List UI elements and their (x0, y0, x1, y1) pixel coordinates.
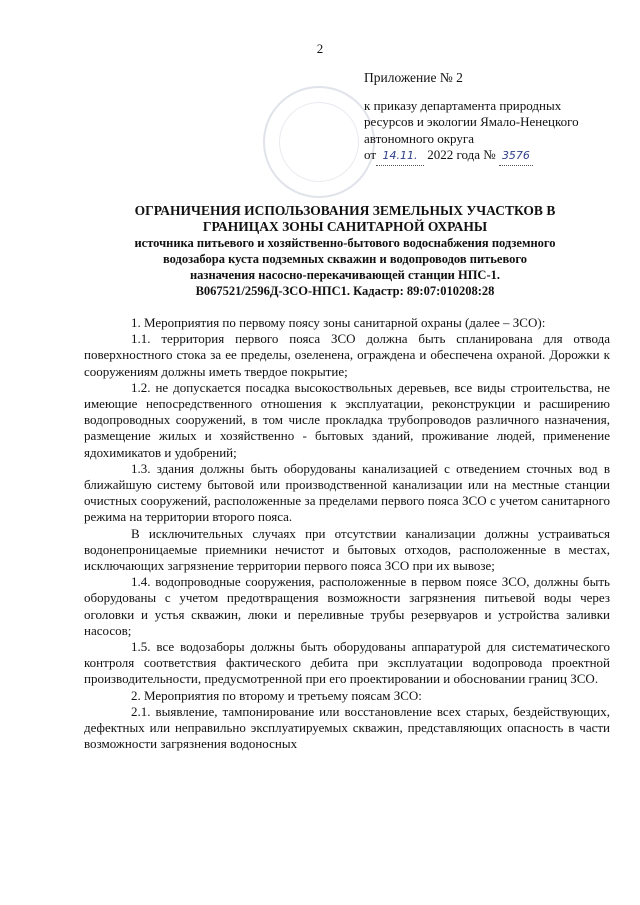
paragraph: 2. Мероприятия по второму и третьему поясам ЗСО: (131, 687, 422, 703)
appendix-line: ресурсов и экологии Ямало-Ненецкого (364, 114, 579, 129)
heading-subtitle-line: В067521/2596Д-ЗСО-НПС1. Кадастр: 89:07:010208:28 (195, 284, 495, 298)
paragraph: 1.4. водопроводные сооружения, расположенные в первом поясе ЗСО, должны быть оборудованы с учетом предотвращения возможности загрязнения питьевой воды через оголовки и устья скважин, люки и переливные трубы резервуаров и устройства заливки насосов; (84, 574, 610, 638)
heading-subtitle-line: водозабора куста подземных скважин и водопроводов питьевого (163, 252, 527, 266)
paragraph: 1.5. все водозаборы должны быть оборудованы аппаратурой для систематического контроля соответствия фактического дебита при эксплуатации водопровода проектной производительности, предусмотренной при его проектировании и обосновании границ ЗСО. (84, 639, 610, 687)
heading-subtitle-line: назначения насосно-перекачивающей станции НПС-1. (189, 268, 500, 282)
heading-title-line: ГРАНИЦАХ ЗОНЫ САНИТАРНОЙ ОХРАНЫ (202, 219, 488, 234)
paragraph: 2.1. выявление, тампонирование или восстановление всех старых, бездействующих, дефектных или неправильно эксплуатируемых скважин, представляющих опасность в части возможности загрязнения водоносных (84, 703, 610, 752)
heading-subtitle-line: источника питьевого и хозяйственно-бытового водоснабжения подземного (134, 236, 556, 250)
heading-title-line: ОГРАНИЧЕНИЯ ИСПОЛЬЗОВАНИЯ ЗЕМЕЛЬНЫХ УЧАСТКОВ В (134, 203, 556, 218)
appendix-title: Приложение № 2 (364, 70, 463, 85)
appendix-date-line (364, 147, 624, 166)
paragraph: 1.2. не допускается посадка высокоствольных деревьев, все виды строительства, не имеющие непосредственного отношения к эксплуатации, реконструкции и расширению водопроводных сооружений, в том числе прокладка трубопроводов различного назначения, размещение жилых и хозяйственно - бытовых зданий, проживание людей, применение ядохимикатов и удобрений; (84, 379, 610, 460)
document-body (84, 315, 610, 752)
appendix-line: к приказу департамента природных (364, 97, 562, 113)
handwritten-order-number: 3576 (499, 148, 533, 166)
appendix-line: автономного округа (364, 130, 474, 146)
appendix-block (364, 70, 624, 166)
paragraph: В исключительных случаях при отсутствии канализации должны устраиваться водонепроницаемые приемники нечистот и бытовых отходов, расположенные в местах, исключающих загрязнение территории первого пояса ЗСО при их вывозе; (84, 525, 610, 574)
paragraph: 1. Мероприятия по первому поясу зоны санитарной охраны (далее – ЗСО): (131, 315, 546, 330)
paragraph: 1.1. территория первого пояса ЗСО должна быть спланирована для отвода поверхностного стока за ее пределы, озеленена, ограждена и обеспечена охраной. Дорожки к сооружениям должны иметь твердое покрытие; (84, 331, 610, 379)
document-heading (80, 203, 610, 299)
page-number: 2 (316, 41, 324, 56)
year-text: 2022 года № (427, 147, 496, 162)
handwritten-date: 14.11. (376, 148, 424, 166)
paragraph: 1.3. здания должны быть оборудованы канализацией с отведением сточных вод в ближайшую систему бытовой или производственной канализации или на местные станции очистных сооружений, расположенные за пределами первого пояса ЗСО с учетом санитарного режима на территории второго пояса. (84, 460, 610, 525)
date-prefix: от (364, 147, 377, 162)
